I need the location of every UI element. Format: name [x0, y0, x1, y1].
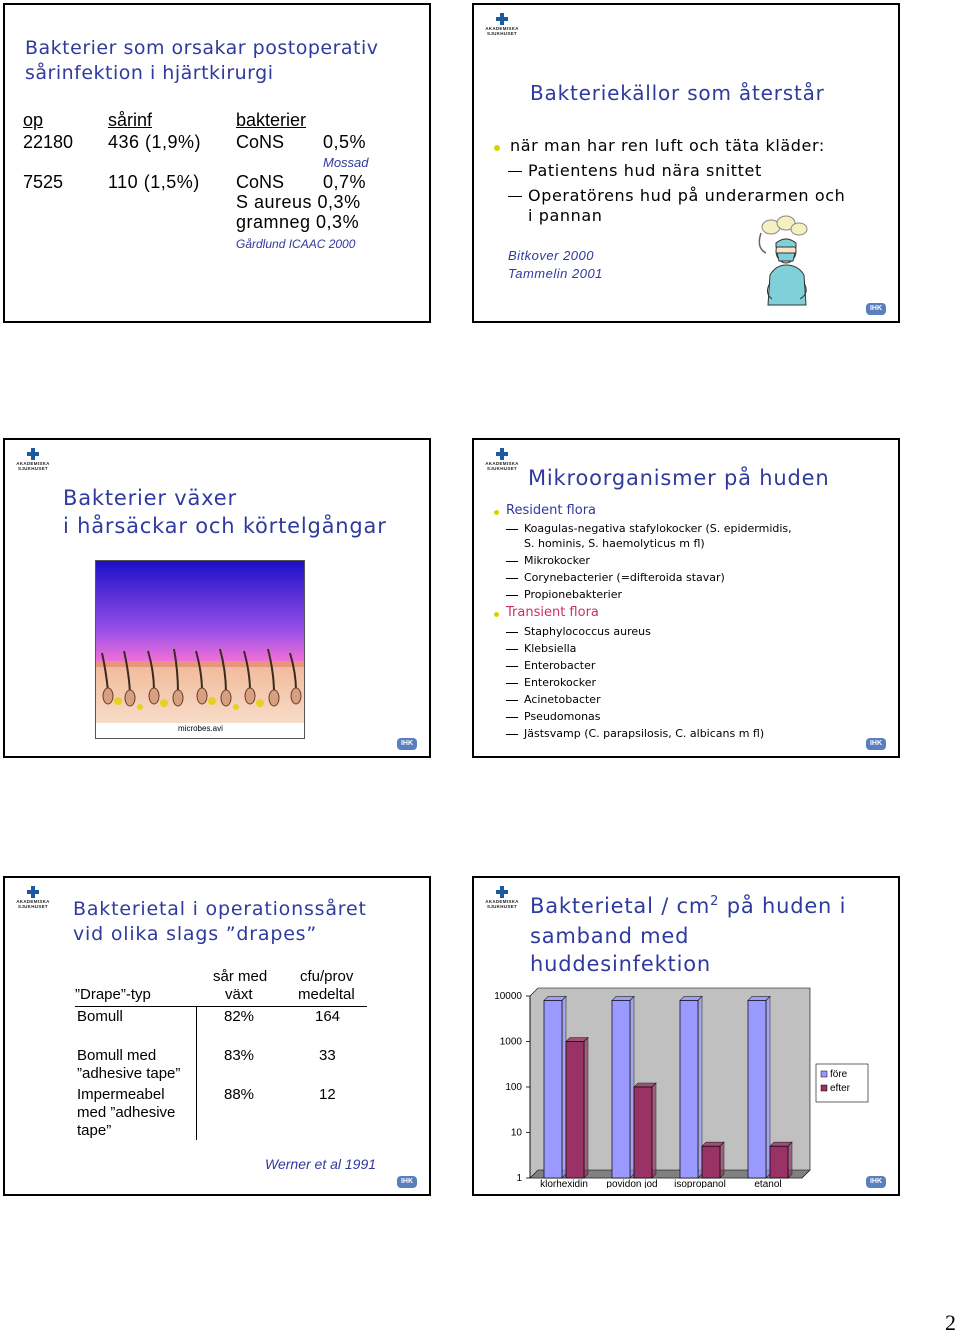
cross-icon — [27, 448, 39, 460]
x-tick-label: klorhexidin — [540, 1179, 588, 1188]
header-rule — [75, 1006, 367, 1007]
bar — [702, 1146, 720, 1178]
slide6-title-line1: Bakterietal / $cm^2$ på huden i — [530, 894, 847, 918]
resident-item: Mikrokocker — [506, 554, 590, 567]
slide-bacteria-sources — [472, 3, 900, 323]
y-tick-label: 1 — [516, 1173, 522, 1184]
cross-icon — [496, 13, 508, 25]
slide6-title-line2: samband med — [530, 924, 690, 948]
legend-swatch — [821, 1085, 827, 1091]
y-tick-label: 1000 — [499, 1036, 522, 1048]
resident-item-cont: S. hominis, S. haemolyticus m fl) — [524, 537, 705, 550]
slide6-title-line3: huddesinfektion — [530, 952, 711, 976]
slide2-sub1: Patientens hud nära snittet — [508, 161, 762, 180]
row1-bakterier: CoNS — [236, 132, 285, 152]
bar — [544, 1000, 562, 1178]
ihk-logo-icon: IHK — [397, 738, 417, 750]
row2-sarinf: 110 (1,5%) — [108, 172, 200, 192]
disinfection-bar-chart — [484, 978, 884, 1188]
bar — [612, 1000, 630, 1178]
ihk-logo-icon: IHK — [866, 738, 886, 750]
bar — [634, 1087, 652, 1178]
row-label: Bomull med — [77, 1047, 157, 1064]
slide1-citation: Gårdlund ICAAC 2000 — [236, 237, 356, 251]
surgeon-clipart-icon — [746, 213, 826, 308]
bar-side — [766, 996, 770, 1178]
header-bakterier: bakterier — [236, 110, 307, 130]
slide-hair-follicles — [3, 438, 431, 758]
hospital-logo: AKADEMISKA SJUKHUSET — [13, 448, 53, 471]
hospital-logo: AKADEMISKA SJUKHUSET — [13, 886, 53, 909]
legend-label: före — [830, 1069, 848, 1080]
row-cfu: 33 — [319, 1047, 336, 1064]
hospital-logo: AKADEMISKA SJUKHUSET — [482, 886, 522, 909]
transient-item: Enterobacter — [506, 659, 595, 672]
bar-side — [698, 996, 702, 1178]
bullet-icon — [494, 612, 499, 617]
row-label-cont: ”adhesive tape” — [77, 1065, 181, 1082]
row-label: Bomull — [77, 1008, 123, 1025]
ihk-logo-icon: IHK — [866, 1176, 886, 1188]
bullet-icon — [494, 145, 500, 151]
slide3-title-line2: i hårsäckar och körtelgångar — [63, 514, 387, 538]
x-tick-label: etanol — [754, 1179, 782, 1188]
y-tick-label: 10000 — [494, 991, 522, 1002]
resident-item: Propionebakterier — [506, 588, 622, 601]
row2-s-aureus: S aureus 0,3% — [236, 192, 361, 212]
col-header-pct-2: växt — [225, 986, 253, 1003]
legend-swatch — [821, 1071, 827, 1077]
row1-sarinf: 436 (1,9%) — [108, 132, 202, 152]
row1-note: Mossad — [323, 155, 369, 170]
row-cfu: 164 — [315, 1008, 341, 1025]
ihk-logo-icon: IHK — [397, 1176, 417, 1188]
slide3-title-line1: Bakterier växer — [63, 486, 237, 510]
row-label-cont: med ”adhesive — [77, 1104, 176, 1121]
bar-side — [652, 1083, 656, 1178]
slide-drapes — [3, 876, 431, 1196]
row2-op: 7525 — [23, 172, 64, 192]
y-tick-label: 10 — [510, 1127, 522, 1139]
cross-icon — [496, 886, 508, 898]
slide5-title-line1: Bakterietal i operationssåret — [73, 898, 367, 920]
resident-item: Corynebacterier (=difteroida stavar) — [506, 571, 725, 584]
row1-op: 22180 — [23, 132, 74, 152]
col-header-pct-1: sår med — [213, 968, 268, 985]
bar — [770, 1146, 788, 1178]
slide1-title-line2: sårinfektion i hjärtkirurgi — [25, 62, 274, 84]
bar — [566, 1042, 584, 1179]
transient-item: Acinetobacter — [506, 693, 601, 706]
row2-percent: 0,7% — [323, 172, 367, 192]
ihk-logo-icon: IHK — [866, 303, 886, 315]
resident-heading: Resident flora — [506, 503, 597, 518]
video-filename-label: microbes.avi — [178, 724, 223, 733]
bar-side — [788, 1142, 792, 1178]
row-pct: 88% — [224, 1086, 255, 1103]
slide2-cite1: Bitkover 2000 — [508, 248, 594, 263]
slide4-title: Mikroorganismer på huden — [528, 466, 830, 490]
col-header-cfu-2: medeltal — [298, 986, 355, 1003]
cross-icon — [496, 448, 508, 460]
row-label-cont: tape” — [77, 1122, 112, 1139]
slide5-citation: Werner et al 1991 — [265, 1156, 377, 1172]
bar-side — [720, 1142, 724, 1178]
row-cfu: 12 — [319, 1086, 336, 1103]
slide2-sub2-cont: i pannan — [528, 206, 603, 225]
x-tick-label: isopropanol — [674, 1179, 726, 1188]
resident-item: Koagulas-negativa stafylokocker (S. epidermidis, — [506, 522, 792, 535]
x-tick-label: povidon jod — [606, 1179, 658, 1188]
row1-percent: 0,5% — [323, 132, 367, 152]
col-header-cfu-1: cfu/prov — [300, 968, 354, 985]
bar — [680, 1000, 698, 1178]
transient-item: Pseudomonas — [506, 710, 601, 723]
transient-item: Enterokocker — [506, 676, 596, 689]
row-label: Impermeabel — [77, 1086, 165, 1103]
skin-video-image[interactable] — [95, 560, 305, 739]
hospital-logo: AKADEMISKA SJUKHUSET — [482, 13, 522, 36]
header-sarinf: sårinf — [108, 110, 153, 130]
slide5-title-line2: vid olika slags ”drapes” — [73, 923, 318, 945]
transient-item: Staphylococcus aureus — [506, 625, 651, 638]
slide-disinfection-chart — [472, 876, 900, 1196]
page-number: 2 — [945, 1310, 956, 1335]
left-rule — [196, 1006, 197, 1140]
transient-item: Klebsiella — [506, 642, 576, 655]
skin-cross-section-illustration — [96, 561, 304, 738]
slide2-title: Bakteriekällor som återstår — [530, 81, 825, 105]
y-tick-label: 100 — [505, 1082, 522, 1093]
transient-heading: Transient flora — [506, 605, 599, 620]
slide-skin-microorganisms — [472, 438, 900, 758]
slide-postoperative-infections — [3, 3, 431, 323]
row2-bakterier: CoNS — [236, 172, 285, 192]
transient-item: Jästsvamp (C. parapsilosis, C. albicans m fl) — [506, 727, 764, 740]
slide2-cite2: Tammelin 2001 — [508, 266, 603, 281]
slide2-bullet: när man har ren luft och täta kläder: — [510, 136, 825, 155]
hospital-logo: AKADEMISKA SJUKHUSET — [482, 448, 522, 471]
slide2-sub2: Operatörens hud på underarmen och — [508, 186, 845, 205]
legend-label: efter — [830, 1083, 851, 1094]
row-pct: 82% — [224, 1008, 255, 1025]
row2-gramneg: gramneg 0,3% — [236, 212, 360, 232]
bullet-icon — [494, 510, 499, 515]
row-pct: 83% — [224, 1047, 255, 1064]
cross-icon — [27, 886, 39, 898]
bar-side — [584, 1038, 588, 1179]
header-op: op — [23, 110, 44, 130]
bar — [748, 1000, 766, 1178]
slide1-title-line1: Bakterier som orsakar postoperativ — [25, 37, 379, 59]
col-header-drape: ”Drape”-typ — [75, 986, 151, 1003]
bar-side — [562, 996, 566, 1178]
